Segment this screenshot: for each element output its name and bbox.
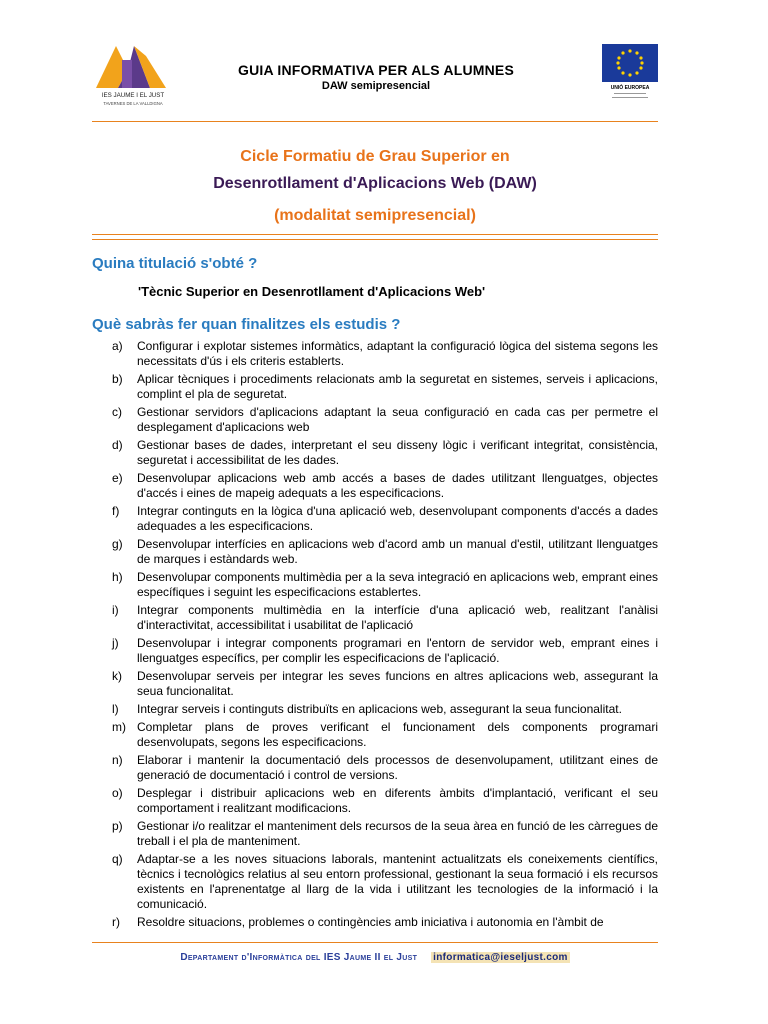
title-divider-bottom xyxy=(92,239,658,240)
list-item xyxy=(92,504,658,534)
school-logo xyxy=(88,40,178,108)
header xyxy=(200,62,552,92)
list-item xyxy=(92,702,658,717)
header-title: GUIA INFORMATIVA PER ALS ALUMNES xyxy=(237,62,515,78)
logo-caption: IES JAUME I EL JUST xyxy=(101,92,165,99)
list-item-label: j) xyxy=(112,636,119,650)
list-item-label: i) xyxy=(112,603,119,617)
list-item xyxy=(92,405,658,435)
list-item-label: q) xyxy=(112,852,123,866)
title-line-1: Cicle Formatiu de Grau Superior en xyxy=(240,148,510,165)
eu-flag-logo xyxy=(600,44,660,102)
list-item-text: Desenvolupar i integrar components programari en l'entorn de servidor web, emprant eines i llenguatges específics, per complir les especificacions de l'aplicació. xyxy=(137,636,658,665)
degree-title: 'Tècnic Superior en Desenrotllament d'Aplicacions Web' xyxy=(138,284,486,299)
question-qualification: Quina titulació s'obté ? xyxy=(92,255,258,272)
list-item-label: a) xyxy=(112,339,123,353)
list-item-text: Integrar serveis i continguts distribuïts en aplicacions web, assegurant la seua funcionalitat. xyxy=(137,702,622,716)
list-item-text: Completar plans de proves verificant el funcionament dels components programari desenvolupats, segons les especificacions. xyxy=(137,720,658,749)
logo-town: TAVERNES DE LA VALLDIGNA xyxy=(103,101,163,106)
list-item-text: Integrar continguts en la lògica d'una aplicació web, desenvolupant components d'accés a dades adequades a les especificacions. xyxy=(137,504,658,533)
list-item xyxy=(92,720,658,750)
list-item-label: f) xyxy=(112,504,120,518)
footer-department: Departament d'Informàtica del IES Jaume II el Just xyxy=(180,952,418,963)
footer-divider xyxy=(92,942,658,943)
title-line-2: Desenrotllament d'Aplicacions Web (DAW) xyxy=(213,175,537,192)
question-skills: Què sabràs fer quan finalitzes els estudis ? xyxy=(92,316,401,333)
list-item xyxy=(92,471,658,501)
list-item xyxy=(92,819,658,849)
list-item xyxy=(92,669,658,699)
list-item-text: Desenvolupar aplicacions web amb accés a bases de dades utilitzant llenguatges, objectes d'accés i eines de mapeig adequats a les especificacions. xyxy=(137,471,658,500)
list-item-text: Gestionar bases de dades, interpretant el seu disseny lògic i verificant integritat, consistència, seguretat i accessibilitat de les dades. xyxy=(137,438,658,467)
list-item-label: n) xyxy=(112,753,123,767)
list-item-label: o) xyxy=(112,786,123,800)
list-item-text: Desplegar i distribuir aplicacions web en diferents àmbits d'implantació, verificant el seu comportament i realitzant modificacions. xyxy=(137,786,658,815)
footer xyxy=(92,952,658,963)
list-item xyxy=(92,537,658,567)
list-item-label: h) xyxy=(112,570,123,584)
list-item-text: Desenvolupar interfícies en aplicacions web d'acord amb un manual d'estil, utilitzant llenguatges de marques i estàndards web. xyxy=(137,537,658,566)
footer-email-link[interactable]: informatica@ieseljust.com xyxy=(433,952,568,963)
eu-label: UNIÓ EUROPEA xyxy=(610,85,650,91)
list-item-text: Aplicar tècniques i procediments relacionats amb la seguretat en sistemes, serveis i aplicacions, complint el pla de seguretat. xyxy=(137,372,658,401)
list-item xyxy=(92,852,658,912)
list-item-text: Adaptar-se a les noves situacions laborals, mantenint actualitzats els coneixements científics, tècnics i tecnològics relatius al seu entorn professional, gestionant la seua formació i els recursos existents en l'aprenentatge al llarg de la vida i utilitzant les tecnologies de la informació i la comunicació. xyxy=(137,852,658,911)
list-item-text: Elaborar i mantenir la documentació dels processos de desenvolupament, utilitzant eines de generació de documentació i control de versions. xyxy=(137,753,658,782)
title-divider-top xyxy=(92,234,658,235)
list-item-label: g) xyxy=(112,537,123,551)
list-item-label: c) xyxy=(112,405,122,419)
list-item-label: k) xyxy=(112,669,122,683)
list-item-text: Integrar components multimèdia en la interfície d'una aplicació web, realitzant l'anàlisi d'interactivitat, accessibilitat i usabilitat de l'aplicació xyxy=(137,603,658,632)
list-item-label: l) xyxy=(112,702,119,716)
list-item xyxy=(92,339,658,369)
list-item xyxy=(92,372,658,402)
list-item xyxy=(92,636,658,666)
list-item xyxy=(92,753,658,783)
list-item-text: Desenvolupar components multimèdia per a la seva integració en aplicacions web, emprant eines específiques i seguint les especificacions establertes. xyxy=(137,570,658,599)
list-item xyxy=(92,438,658,468)
list-item-text: Desenvolupar serveis per integrar les seves funcions en altres aplicacions web, assegurant la seua funcionalitat. xyxy=(137,669,658,698)
list-item-label: p) xyxy=(112,819,123,833)
list-item-text: Gestionar i/o realitzar el manteniment dels recursos de la seua àrea en funció de les càrregues de treball i el pla de manteniment. xyxy=(137,819,658,848)
title-line-3: (modalitat semipresencial) xyxy=(274,207,476,224)
list-item xyxy=(92,603,658,633)
skills-list xyxy=(92,339,658,933)
list-item-text: Gestionar servidors d'aplicacions adaptant la seua configuració en cada cas per permetre el desplegament d'aplicacions web xyxy=(137,405,658,434)
list-item-label: d) xyxy=(112,438,123,452)
list-item xyxy=(92,786,658,816)
list-item-text: Resoldre situacions, problemes o contingències amb iniciativa i autonomia en l'àmbit de xyxy=(137,915,604,929)
list-item-label: b) xyxy=(112,372,123,386)
list-item xyxy=(92,570,658,600)
header-divider xyxy=(92,121,658,122)
list-item-label: m) xyxy=(112,720,126,734)
list-item-label: r) xyxy=(112,915,120,929)
list-item xyxy=(92,915,658,930)
list-item-label: e) xyxy=(112,471,123,485)
list-item-text: Configurar i explotar sistemes informàtics, adaptant la configuració lògica del sistema segons les necessitats d'ús i els criteris establerts. xyxy=(137,339,658,368)
header-subtitle: DAW semipresencial xyxy=(321,80,431,92)
